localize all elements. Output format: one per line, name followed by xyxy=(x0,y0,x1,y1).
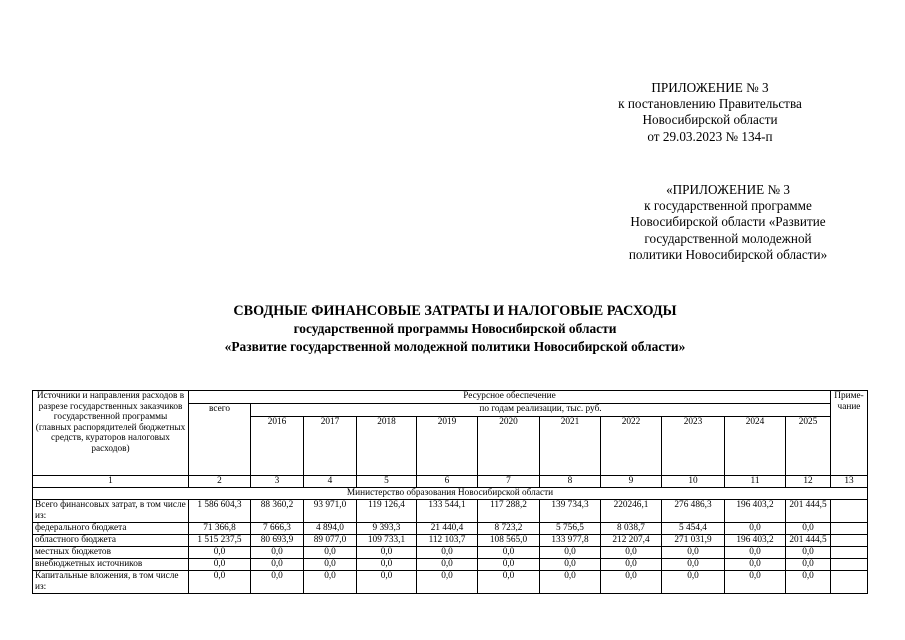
table-row xyxy=(33,559,868,571)
row-note-cell xyxy=(831,571,868,594)
header-source-cell: Источники и направления расходов в разрезе государственных заказчиков государственной программы (главных распорядителей бюджетных средств, кураторов налоговых расходов) xyxy=(33,391,189,476)
appendix-resolution-line: к постановлению Правительства xyxy=(618,96,802,112)
row-year-value-cell: 89 077,0 xyxy=(304,535,357,547)
appendix-resolution-block xyxy=(560,80,860,145)
table-row xyxy=(33,547,868,559)
row-label-cell: федерального бюджета xyxy=(33,523,189,535)
row-year-value-cell: 0,0 xyxy=(417,559,478,571)
table-ministry-row xyxy=(33,488,868,500)
row-year-value-cell: 276 486,3 xyxy=(662,500,725,523)
title-line: СВОДНЫЕ ФИНАНСОВЫЕ ЗАТРАТЫ И НАЛОГОВЫЕ РАСХОДЫ xyxy=(233,303,677,319)
row-total-cell: 1 515 237,5 xyxy=(189,535,251,547)
row-total-cell: 0,0 xyxy=(189,547,251,559)
row-year-value-cell: 0,0 xyxy=(304,559,357,571)
header-year-cell: 2021 xyxy=(540,417,601,476)
row-year-value-cell: 0,0 xyxy=(304,547,357,559)
row-note-cell xyxy=(831,535,868,547)
header-year-cell: 2023 xyxy=(662,417,725,476)
row-year-value-cell: 9 393,3 xyxy=(357,523,417,535)
row-year-value-cell: 119 126,4 xyxy=(357,500,417,523)
row-year-value-cell: 0,0 xyxy=(251,559,304,571)
row-year-value-cell: 21 440,4 xyxy=(417,523,478,535)
row-year-value-cell: 0,0 xyxy=(601,571,662,594)
row-year-value-cell: 0,0 xyxy=(478,547,540,559)
row-note-cell xyxy=(831,523,868,535)
row-year-value-cell: 0,0 xyxy=(251,571,304,594)
row-year-value-cell: 7 666,3 xyxy=(251,523,304,535)
row-year-value-cell: 201 444,5 xyxy=(786,500,831,523)
row-year-value-cell: 0,0 xyxy=(357,547,417,559)
row-year-value-cell: 5 756,5 xyxy=(540,523,601,535)
row-label-cell: местных бюджетов xyxy=(33,547,189,559)
header-total-cell: всего xyxy=(189,404,251,476)
row-year-value-cell: 109 733,1 xyxy=(357,535,417,547)
row-note-cell xyxy=(831,500,868,523)
row-year-value-cell: 0,0 xyxy=(725,523,786,535)
appendix-program-line: «ПРИЛОЖЕНИЕ № 3 xyxy=(666,182,790,197)
appendix-program-block xyxy=(578,182,878,263)
row-label-cell: Всего финансовых затрат, в том числе из: xyxy=(33,500,189,523)
column-number-cell: 2 xyxy=(189,476,251,488)
row-year-value-cell: 0,0 xyxy=(786,523,831,535)
table-column-numbers-row xyxy=(33,476,868,488)
row-total-cell: 0,0 xyxy=(189,571,251,594)
column-number-cell: 12 xyxy=(786,476,831,488)
header-year-cell: 2017 xyxy=(304,417,357,476)
table-row xyxy=(33,571,868,594)
title-line: «Развитие государственной молодежной политики Новосибирской области» xyxy=(224,339,686,354)
row-year-value-cell: 88 360,2 xyxy=(251,500,304,523)
row-year-value-cell: 5 454,4 xyxy=(662,523,725,535)
row-year-value-cell: 0,0 xyxy=(662,571,725,594)
row-year-value-cell: 0,0 xyxy=(540,547,601,559)
row-year-value-cell: 0,0 xyxy=(478,559,540,571)
column-number-cell: 3 xyxy=(251,476,304,488)
row-note-cell xyxy=(831,547,868,559)
row-year-value-cell: 8 038,7 xyxy=(601,523,662,535)
row-year-value-cell: 0,0 xyxy=(540,571,601,594)
header-year-cell: 2025 xyxy=(786,417,831,476)
row-year-value-cell: 93 971,0 xyxy=(304,500,357,523)
row-year-value-cell: 271 031,9 xyxy=(662,535,725,547)
row-year-value-cell: 0,0 xyxy=(417,547,478,559)
row-total-cell: 71 366,8 xyxy=(189,523,251,535)
row-year-value-cell: 8 723,2 xyxy=(478,523,540,535)
row-year-value-cell: 0,0 xyxy=(662,559,725,571)
table-data-body xyxy=(33,500,868,594)
header-year-cell: 2019 xyxy=(417,417,478,476)
financial-costs-table xyxy=(32,390,868,594)
column-number-cell: 9 xyxy=(601,476,662,488)
appendix-program-line: к государственной программе xyxy=(644,198,812,214)
table-row xyxy=(33,523,868,535)
row-note-cell xyxy=(831,559,868,571)
row-year-value-cell: 4 894,0 xyxy=(304,523,357,535)
header-year-cell: 2022 xyxy=(601,417,662,476)
ministry-cell: Министерство образования Новосибирской области xyxy=(33,488,868,500)
row-year-value-cell: 0,0 xyxy=(786,547,831,559)
header-year-cell: 2016 xyxy=(251,417,304,476)
table-row xyxy=(33,535,868,547)
appendix-resolution-line: от 29.03.2023 № 134-п xyxy=(647,128,773,144)
row-year-value-cell: 0,0 xyxy=(601,547,662,559)
row-year-value-cell: 0,0 xyxy=(357,571,417,594)
header-year-cell: 2024 xyxy=(725,417,786,476)
row-label-cell: Капитальные вложения, в том числе из: xyxy=(33,571,189,594)
appendix-resolution-line: Новосибирской области xyxy=(642,112,778,128)
column-number-cell: 11 xyxy=(725,476,786,488)
row-year-value-cell: 0,0 xyxy=(478,571,540,594)
row-year-value-cell: 212 207,4 xyxy=(601,535,662,547)
table-header-row xyxy=(33,391,868,404)
appendix-program-line: государственной молодежной xyxy=(644,230,812,246)
row-year-value-cell: 0,0 xyxy=(540,559,601,571)
header-year-cell: 2018 xyxy=(357,417,417,476)
header-year-cell: 2020 xyxy=(478,417,540,476)
row-year-value-cell: 139 734,3 xyxy=(540,500,601,523)
row-year-value-cell: 117 288,2 xyxy=(478,500,540,523)
title-line: государственной программы Новосибирской области xyxy=(293,321,617,336)
column-number-cell: 1 xyxy=(33,476,189,488)
row-total-cell: 0,0 xyxy=(189,559,251,571)
column-number-cell: 13 xyxy=(831,476,868,488)
appendix-program-line: политики Новосибирской области» xyxy=(628,246,828,262)
row-year-value-cell: 112 103,7 xyxy=(417,535,478,547)
row-year-value-cell: 133 544,1 xyxy=(417,500,478,523)
header-years-group-cell: по годам реализации, тыс. руб. xyxy=(251,404,831,417)
table-row xyxy=(33,500,868,523)
row-year-value-cell: 0,0 xyxy=(786,571,831,594)
row-year-value-cell: 133 977,8 xyxy=(540,535,601,547)
row-year-value-cell: 0,0 xyxy=(786,559,831,571)
column-number-cell: 10 xyxy=(662,476,725,488)
appendix-resolution-line: ПРИЛОЖЕНИЕ № 3 xyxy=(651,80,769,95)
row-year-value-cell: 220246,1 xyxy=(601,500,662,523)
row-label-cell: областного бюджета xyxy=(33,535,189,547)
row-label-cell: внебюджетных источников xyxy=(33,559,189,571)
header-resources-cell: Ресурсное обеспечение xyxy=(189,391,831,404)
row-year-value-cell: 0,0 xyxy=(725,547,786,559)
row-year-value-cell: 0,0 xyxy=(304,571,357,594)
row-total-cell: 1 586 604,3 xyxy=(189,500,251,523)
row-year-value-cell: 196 403,2 xyxy=(725,500,786,523)
row-year-value-cell: 0,0 xyxy=(601,559,662,571)
column-number-cell: 4 xyxy=(304,476,357,488)
column-number-cell: 7 xyxy=(478,476,540,488)
column-number-cell: 6 xyxy=(417,476,478,488)
document-title xyxy=(60,302,850,356)
row-year-value-cell: 0,0 xyxy=(357,559,417,571)
row-year-value-cell: 80 693,9 xyxy=(251,535,304,547)
row-year-value-cell: 196 403,2 xyxy=(725,535,786,547)
column-number-cell: 8 xyxy=(540,476,601,488)
header-note-cell: Приме-чание xyxy=(831,391,868,476)
row-year-value-cell: 0,0 xyxy=(251,547,304,559)
column-number-cell: 5 xyxy=(357,476,417,488)
row-year-value-cell: 0,0 xyxy=(662,547,725,559)
row-year-value-cell: 0,0 xyxy=(417,571,478,594)
row-year-value-cell: 0,0 xyxy=(725,571,786,594)
row-year-value-cell: 0,0 xyxy=(725,559,786,571)
row-year-value-cell: 108 565,0 xyxy=(478,535,540,547)
row-year-value-cell: 201 444,5 xyxy=(786,535,831,547)
appendix-program-line: Новосибирской области «Развитие xyxy=(630,214,826,230)
